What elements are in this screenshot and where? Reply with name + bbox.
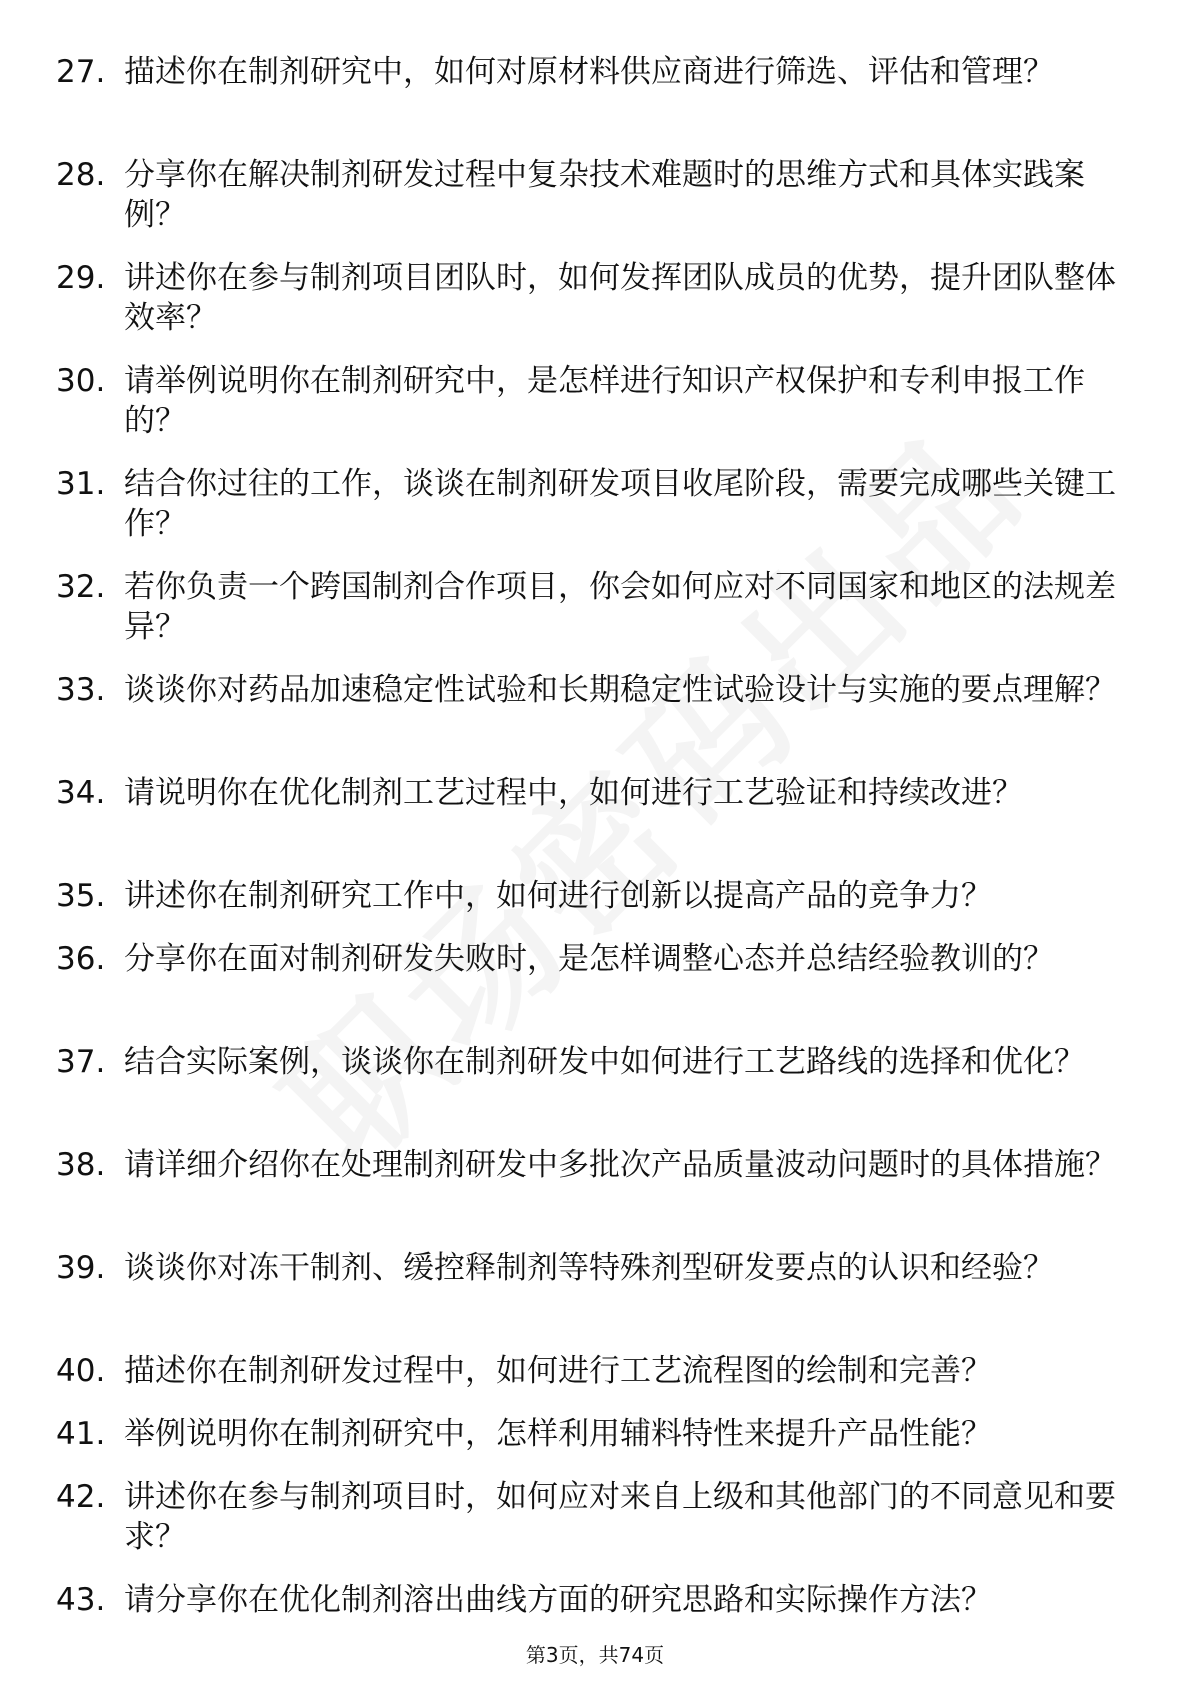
question-number: 34. bbox=[56, 775, 106, 811]
question-item-28 bbox=[56, 155, 1116, 258]
question-item-29 bbox=[56, 258, 1116, 361]
question-number: 42. bbox=[56, 1479, 106, 1515]
question-text: 谈谈你对药品加速稳定性试验和长期稳定性试验设计与实施的要点理解？ bbox=[124, 672, 1116, 708]
question-text: 若你负责一个跨国制剂合作项目，你会如何应对不同国家和地区的法规差异？ bbox=[124, 569, 1116, 645]
question-text: 讲述你在制剂研究工作中，如何进行创新以提高产品的竞争力？ bbox=[124, 878, 992, 914]
question-number: 30. bbox=[56, 363, 106, 399]
question-text: 请说明你在优化制剂工艺过程中，如何进行工艺验证和持续改进？ bbox=[124, 775, 1023, 811]
question-text: 讲述你在参与制剂项目时，如何应对来自上级和其他部门的不同意见和要求？ bbox=[124, 1479, 1116, 1555]
question-number: 39. bbox=[56, 1250, 106, 1286]
question-text: 请详细介绍你在处理制剂研发中多批次产品质量波动问题时的具体措施？ bbox=[124, 1147, 1116, 1183]
question-number: 43. bbox=[56, 1582, 106, 1618]
question-number: 31. bbox=[56, 466, 106, 502]
question-item-32 bbox=[56, 567, 1116, 670]
question-item-31 bbox=[56, 464, 1116, 567]
question-number: 28. bbox=[56, 157, 106, 193]
question-text: 描述你在制剂研究中，如何对原材料供应商进行筛选、评估和管理？ bbox=[124, 54, 1054, 90]
question-number: 29. bbox=[56, 260, 106, 296]
question-item-41 bbox=[56, 1414, 1116, 1477]
question-item-42 bbox=[56, 1477, 1116, 1580]
question-number: 38. bbox=[56, 1147, 106, 1183]
question-number: 27. bbox=[56, 54, 106, 90]
question-number: 35. bbox=[56, 878, 106, 914]
question-text: 结合你过往的工作，谈谈在制剂研发项目收尾阶段，需要完成哪些关键工作？ bbox=[124, 466, 1116, 542]
question-text: 描述你在制剂研发过程中，如何进行工艺流程图的绘制和完善？ bbox=[124, 1353, 992, 1389]
question-item-39 bbox=[56, 1248, 1116, 1351]
question-text: 分享你在面对制剂研发失败时，是怎样调整心态并总结经验教训的？ bbox=[124, 941, 1054, 977]
question-number: 32. bbox=[56, 569, 106, 605]
question-text: 举例说明你在制剂研究中，怎样利用辅料特性来提升产品性能？ bbox=[124, 1416, 992, 1452]
question-number: 36. bbox=[56, 941, 106, 977]
page-number-footer: 第3页，共74页 bbox=[525, 1643, 665, 1667]
question-item-40 bbox=[56, 1351, 1116, 1414]
question-number: 33. bbox=[56, 672, 106, 708]
question-text: 分享你在解决制剂研发过程中复杂技术难题时的思维方式和具体实践案例？ bbox=[124, 157, 1085, 233]
question-item-36 bbox=[56, 939, 1116, 1042]
question-item-34 bbox=[56, 773, 1116, 876]
question-number: 41. bbox=[56, 1416, 106, 1452]
question-text: 谈谈你对冻干制剂、缓控释制剂等特殊剂型研发要点的认识和经验？ bbox=[124, 1250, 1054, 1286]
question-item-30 bbox=[56, 361, 1116, 464]
question-text: 请举例说明你在制剂研究中，是怎样进行知识产权保护和专利申报工作的？ bbox=[124, 363, 1085, 439]
question-number: 40. bbox=[56, 1353, 106, 1389]
question-text: 请分享你在优化制剂溶出曲线方面的研究思路和实际操作方法？ bbox=[124, 1582, 992, 1618]
question-number: 37. bbox=[56, 1044, 106, 1080]
question-item-43 bbox=[56, 1580, 1116, 1643]
question-item-38 bbox=[56, 1145, 1116, 1248]
question-text: 讲述你在参与制剂项目团队时，如何发挥团队成员的优势，提升团队整体效率？ bbox=[124, 260, 1116, 336]
question-item-37 bbox=[56, 1042, 1116, 1145]
question-item-33 bbox=[56, 670, 1116, 773]
question-item-27 bbox=[56, 52, 1116, 155]
question-text: 结合实际案例，谈谈你在制剂研发中如何进行工艺路线的选择和优化？ bbox=[124, 1044, 1085, 1080]
question-list bbox=[56, 52, 1116, 1643]
question-item-35 bbox=[56, 876, 1116, 939]
